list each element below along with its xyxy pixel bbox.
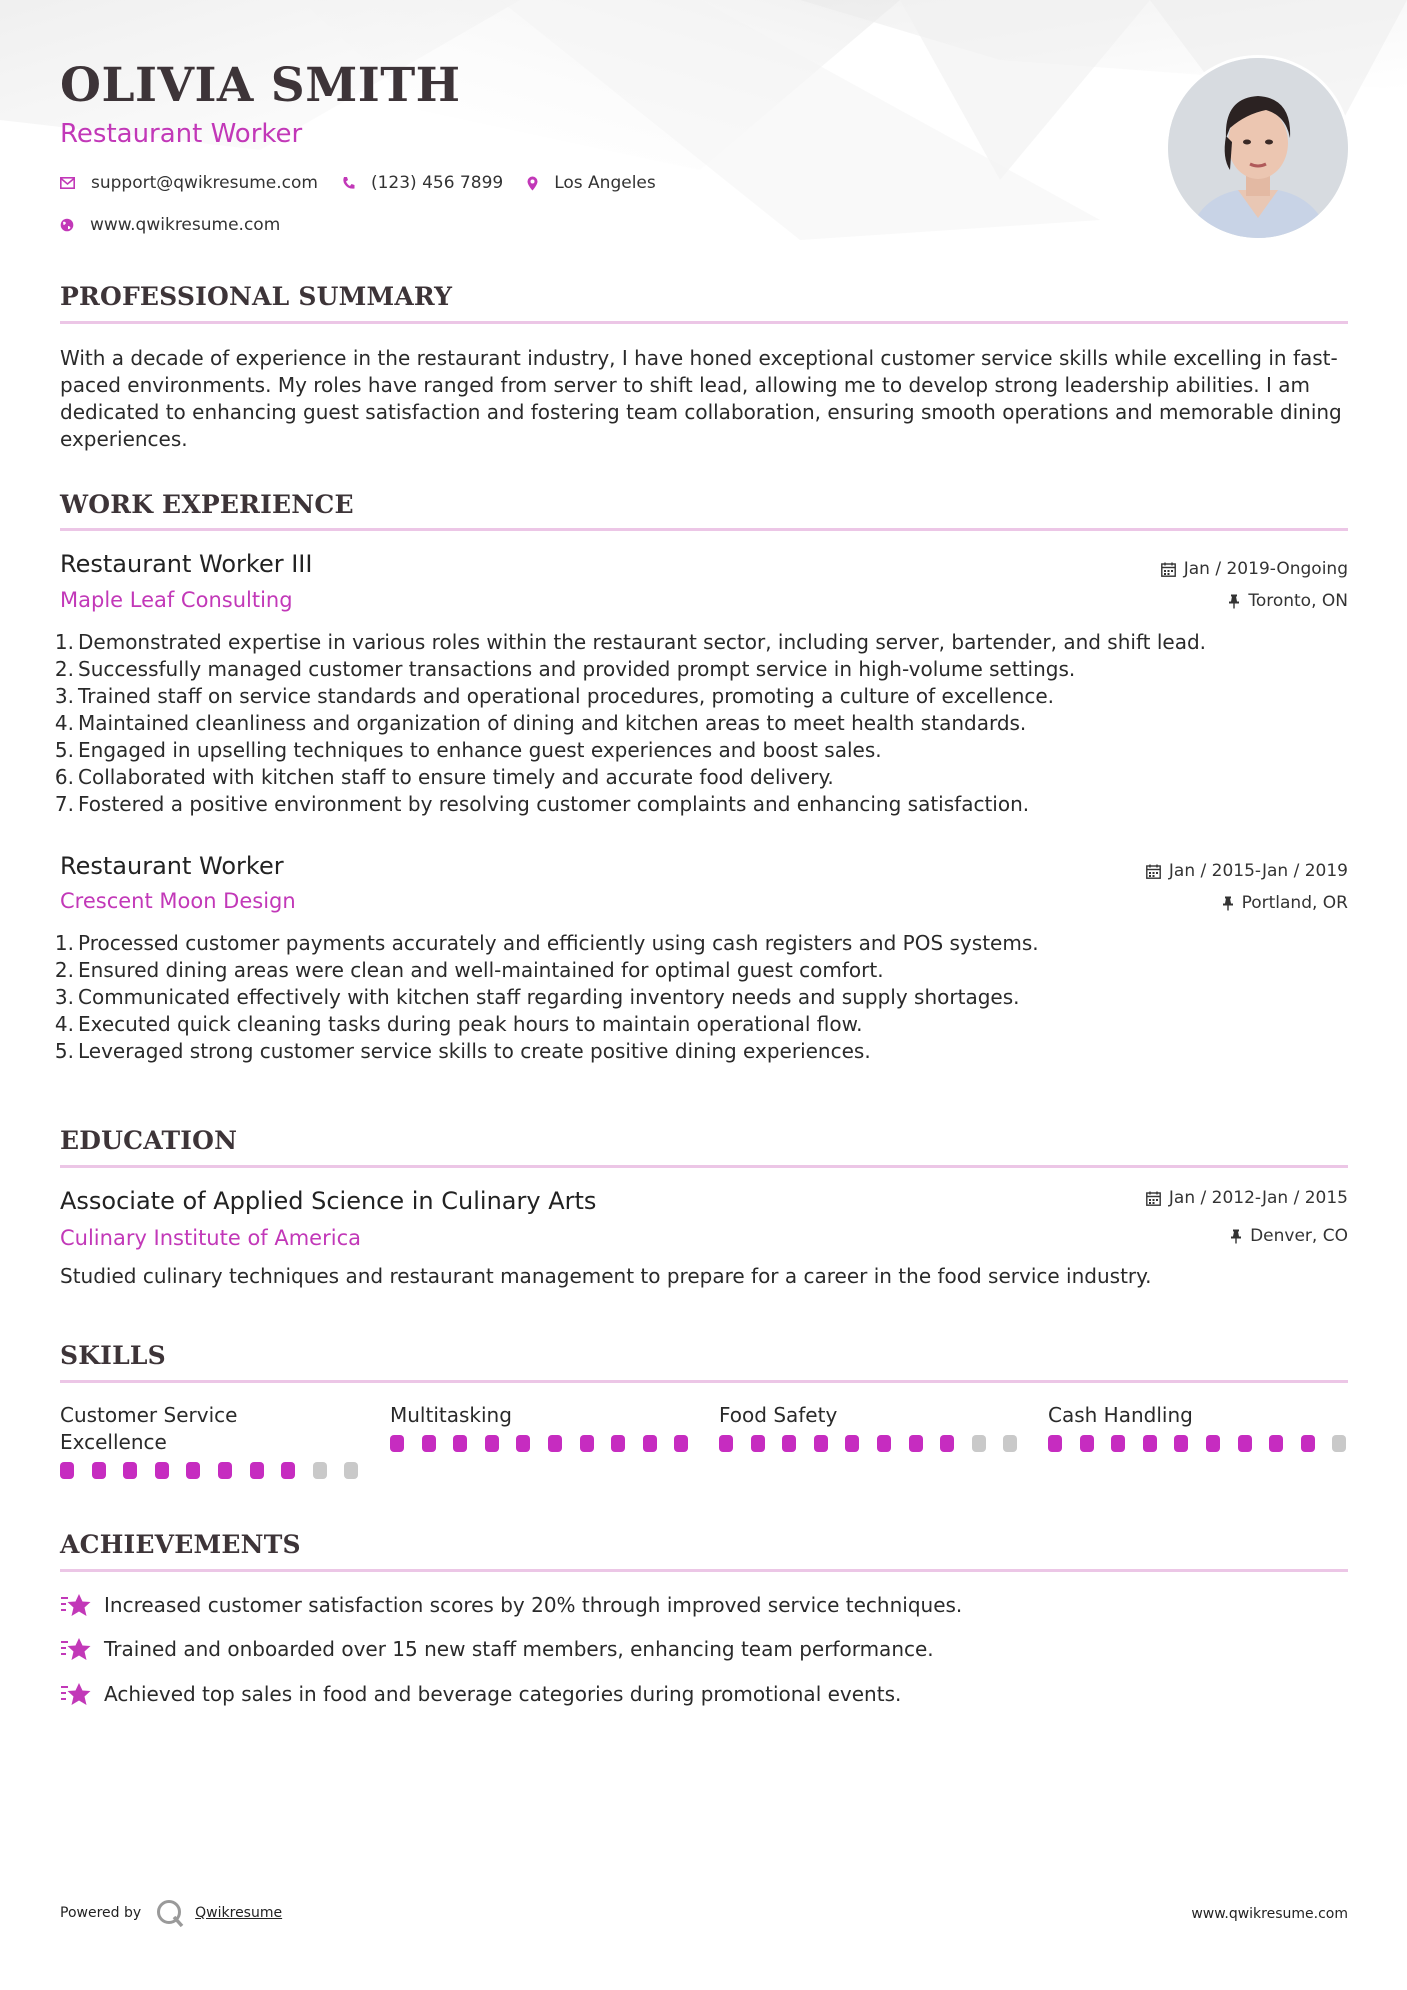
skill-dot-filled bbox=[1174, 1435, 1188, 1452]
qwikresume-link[interactable]: Qwikresume bbox=[195, 1905, 283, 1921]
powered-by-label: Powered by bbox=[60, 1905, 142, 1921]
skill-rating bbox=[390, 1435, 690, 1452]
phone-text: (123) 456 7899 bbox=[370, 173, 504, 193]
skill-dot-filled bbox=[548, 1435, 562, 1452]
skill-dot-filled bbox=[1143, 1435, 1157, 1452]
achievement-item bbox=[60, 1681, 901, 1707]
education-location-text: Denver, CO bbox=[1250, 1226, 1348, 1246]
contact-website[interactable] bbox=[60, 215, 280, 235]
skill-dot-empty bbox=[313, 1462, 327, 1479]
skill-dot-filled bbox=[60, 1462, 74, 1479]
footer-branding bbox=[60, 1898, 282, 1928]
candidate-role: Restaurant Worker bbox=[60, 119, 303, 149]
skill-name: Customer Service Excellence bbox=[60, 1403, 238, 1454]
job-location-text-2: Portland, OR bbox=[1241, 893, 1348, 913]
skill-dot-filled bbox=[1111, 1435, 1125, 1452]
bullet-text: Fostered a positive environment by resolving customer complaints and enhancing satisfaction. bbox=[78, 792, 1030, 816]
list-item: 4. Maintained cleanliness and organization of dining and kitchen areas to meet health standards. bbox=[54, 711, 1027, 735]
summary-heading: PROFESSIONAL SUMMARY bbox=[60, 282, 453, 311]
bullet-text: Successfully managed customer transactions and provided prompt service in high-volume settings. bbox=[78, 657, 1076, 681]
phone-icon bbox=[342, 176, 355, 190]
skill-rating bbox=[1048, 1435, 1348, 1452]
skill-item bbox=[719, 1402, 1019, 1452]
bullet-text: Processed customer payments accurately and efficiently using cash registers and POS systems. bbox=[78, 931, 1039, 955]
skill-dot-filled bbox=[782, 1435, 796, 1452]
skill-dot-filled bbox=[1080, 1435, 1094, 1452]
education-dates bbox=[1146, 1188, 1348, 1208]
achievement-text: Increased customer satisfaction scores by 20% through improved service techniques. bbox=[104, 1593, 963, 1617]
email-icon bbox=[60, 177, 75, 189]
achievement-text: Achieved top sales in food and beverage categories during promotional events. bbox=[104, 1682, 902, 1706]
job-bullets-2 bbox=[54, 930, 1039, 1065]
calendar-icon bbox=[1146, 1191, 1161, 1206]
job-location-2 bbox=[1222, 893, 1348, 913]
bullet-text: Trained staff on service standards and operational procedures, promoting a culture of excellence. bbox=[78, 684, 1055, 708]
bullet-text: Engaged in upselling techniques to enhance guest experiences and boost sales. bbox=[78, 738, 882, 762]
pin-icon bbox=[1222, 896, 1234, 911]
job-title-2: Restaurant Worker bbox=[60, 852, 284, 880]
job-dates-text-2: Jan / 2015-Jan / 2019 bbox=[1168, 861, 1348, 881]
contact-location bbox=[527, 173, 656, 193]
calendar-icon bbox=[1146, 864, 1161, 879]
school-name: Culinary Institute of America bbox=[60, 1226, 361, 1250]
location-text: Los Angeles bbox=[554, 173, 656, 193]
skills-divider bbox=[60, 1380, 1348, 1383]
skill-dot-filled bbox=[1269, 1435, 1283, 1452]
star-award-icon bbox=[60, 1636, 92, 1662]
pin-icon bbox=[1228, 594, 1240, 609]
map-pin-icon bbox=[527, 176, 538, 191]
bullet-text: Collaborated with kitchen staff to ensure timely and accurate food delivery. bbox=[78, 765, 834, 789]
skill-dot-filled bbox=[845, 1435, 859, 1452]
skill-dot-filled bbox=[1206, 1435, 1220, 1452]
skill-dot-filled bbox=[155, 1462, 169, 1479]
experience-divider bbox=[60, 528, 1348, 531]
skill-dot-filled bbox=[580, 1435, 594, 1452]
list-item: 2. Successfully managed customer transactions and provided prompt service in high-volume settings. bbox=[54, 657, 1076, 681]
education-heading: EDUCATION bbox=[60, 1126, 238, 1155]
job-company-1: Maple Leaf Consulting bbox=[60, 588, 293, 612]
skill-dot-filled bbox=[390, 1435, 404, 1452]
skill-name: Cash Handling bbox=[1048, 1403, 1193, 1427]
achievement-item bbox=[60, 1636, 934, 1662]
skill-dot-filled bbox=[422, 1435, 436, 1452]
summary-text: With a decade of experience in the restaurant industry, I have honed exceptional customer service skills while excelling in fast-paced environments. My roles have ranged from server to shift lead, allowing me to develop strong leadership abilities. I am dedicated to enhancing guest satisfaction and fostering team collaboration, ensuring smooth operations and memorable dining experiences. bbox=[60, 346, 1342, 451]
skill-dot-filled bbox=[186, 1462, 200, 1479]
skill-name: Food Safety bbox=[719, 1403, 838, 1427]
skills-heading: SKILLS bbox=[60, 1341, 166, 1370]
job-location-text-1: Toronto, ON bbox=[1248, 591, 1348, 611]
achievements-divider bbox=[60, 1569, 1348, 1572]
skill-item bbox=[1048, 1402, 1348, 1452]
contact-email[interactable] bbox=[60, 173, 318, 193]
experience-heading: WORK EXPERIENCE bbox=[60, 490, 354, 519]
skill-dot-filled bbox=[751, 1435, 765, 1452]
website-text: www.qwikresume.com bbox=[90, 215, 281, 235]
skill-dot-filled bbox=[485, 1435, 499, 1452]
skill-name: Multitasking bbox=[390, 1403, 512, 1427]
candidate-name: OLIVIA SMITH bbox=[60, 58, 461, 113]
skill-dot-empty bbox=[1003, 1435, 1017, 1452]
bullet-text: Executed quick cleaning tasks during peak hours to maintain operational flow. bbox=[78, 1012, 863, 1036]
skill-dot-filled bbox=[814, 1435, 828, 1452]
skill-dot-filled bbox=[453, 1435, 467, 1452]
education-dates-text: Jan / 2012-Jan / 2015 bbox=[1168, 1188, 1348, 1208]
list-item: 6. Collaborated with kitchen staff to ensure timely and accurate food delivery. bbox=[54, 765, 834, 789]
skill-dot-filled bbox=[719, 1435, 733, 1452]
skill-dot-filled bbox=[643, 1435, 657, 1452]
list-item: 2. Ensured dining areas were clean and well-maintained for optimal guest comfort. bbox=[54, 958, 884, 982]
skill-dot-filled bbox=[877, 1435, 891, 1452]
list-item: 5. Engaged in upselling techniques to enhance guest experiences and boost sales. bbox=[54, 738, 882, 762]
calendar-icon bbox=[1161, 562, 1176, 577]
email-text: support@qwikresume.com bbox=[91, 173, 318, 193]
list-item: 1. Demonstrated expertise in various roles within the restaurant sector, including server, bartender, and shift lead. bbox=[54, 630, 1207, 654]
list-item: 3. Trained staff on service standards and operational procedures, promoting a culture of excellence. bbox=[54, 684, 1055, 708]
list-item: 4. Executed quick cleaning tasks during peak hours to maintain operational flow. bbox=[54, 1012, 863, 1036]
job-location-1 bbox=[1228, 591, 1348, 611]
skill-item bbox=[60, 1402, 360, 1479]
skill-dot-filled bbox=[218, 1462, 232, 1479]
list-item: 5. Leveraged strong customer service skills to create positive dining experiences. bbox=[54, 1039, 871, 1063]
job-dates-text-1: Jan / 2019-Ongoing bbox=[1183, 559, 1348, 579]
skill-dot-filled bbox=[123, 1462, 137, 1479]
skill-item bbox=[390, 1402, 690, 1452]
job-title-1: Restaurant Worker III bbox=[60, 550, 313, 578]
achievement-item bbox=[60, 1592, 962, 1618]
contact-row-web bbox=[60, 215, 304, 235]
profile-photo-image bbox=[1168, 58, 1348, 238]
skill-dot-filled bbox=[250, 1462, 264, 1479]
summary-divider bbox=[60, 321, 1348, 324]
skill-dot-filled bbox=[674, 1435, 688, 1452]
bullet-text: Demonstrated expertise in various roles within the restaurant sector, including server, bartender, and shift lead. bbox=[78, 630, 1207, 654]
education-location bbox=[1230, 1226, 1348, 1246]
bullet-text: Maintained cleanliness and organization of dining and kitchen areas to meet health standards. bbox=[78, 711, 1027, 735]
star-award-icon bbox=[60, 1592, 92, 1618]
list-item: 7. Fostered a positive environment by resolving customer complaints and enhancing satisfaction. bbox=[54, 792, 1030, 816]
skill-dot-filled bbox=[281, 1462, 295, 1479]
contact-row bbox=[60, 173, 680, 193]
profile-photo bbox=[1168, 58, 1348, 238]
star-award-icon bbox=[60, 1681, 92, 1707]
skill-dot-filled bbox=[1301, 1435, 1315, 1452]
degree-title: Associate of Applied Science in Culinary Arts bbox=[60, 1187, 597, 1215]
bullet-text: Ensured dining areas were clean and well-maintained for optimal guest comfort. bbox=[78, 958, 884, 982]
skill-dot-filled bbox=[611, 1435, 625, 1452]
footer-url[interactable]: www.qwikresume.com bbox=[1191, 1906, 1348, 1922]
skill-dot-filled bbox=[516, 1435, 530, 1452]
qwikresume-logo-icon bbox=[155, 1898, 185, 1928]
list-item: 1. Processed customer payments accurately and efficiently using cash registers and POS systems. bbox=[54, 931, 1039, 955]
skill-dot-empty bbox=[1332, 1435, 1346, 1452]
pin-icon bbox=[1230, 1229, 1242, 1244]
bullet-text: Leveraged strong customer service skills to create positive dining experiences. bbox=[78, 1039, 871, 1063]
job-bullets-1 bbox=[54, 629, 1206, 818]
skill-dot-empty bbox=[344, 1462, 358, 1479]
job-company-2: Crescent Moon Design bbox=[60, 889, 296, 913]
contact-phone[interactable] bbox=[342, 173, 503, 193]
skill-rating bbox=[60, 1462, 360, 1479]
bullet-text: Communicated effectively with kitchen staff regarding inventory needs and supply shortages. bbox=[78, 985, 1020, 1009]
skill-dot-filled bbox=[940, 1435, 954, 1452]
job-dates-1 bbox=[1161, 559, 1348, 579]
skill-dot-empty bbox=[972, 1435, 986, 1452]
globe-icon bbox=[60, 218, 74, 232]
skill-dot-filled bbox=[1238, 1435, 1252, 1452]
achievement-text: Trained and onboarded over 15 new staff members, enhancing team performance. bbox=[104, 1637, 934, 1661]
skill-dot-filled bbox=[92, 1462, 106, 1479]
education-divider bbox=[60, 1165, 1348, 1168]
job-dates-2 bbox=[1146, 861, 1348, 881]
education-description: Studied culinary techniques and restaurant management to prepare for a career in the food service industry. bbox=[60, 1264, 1152, 1288]
skill-rating bbox=[719, 1435, 1019, 1452]
achievements-heading: ACHIEVEMENTS bbox=[60, 1530, 301, 1559]
skill-dot-filled bbox=[1048, 1435, 1062, 1452]
skill-dot-filled bbox=[909, 1435, 923, 1452]
list-item: 3. Communicated effectively with kitchen staff regarding inventory needs and supply shortages. bbox=[54, 985, 1020, 1009]
